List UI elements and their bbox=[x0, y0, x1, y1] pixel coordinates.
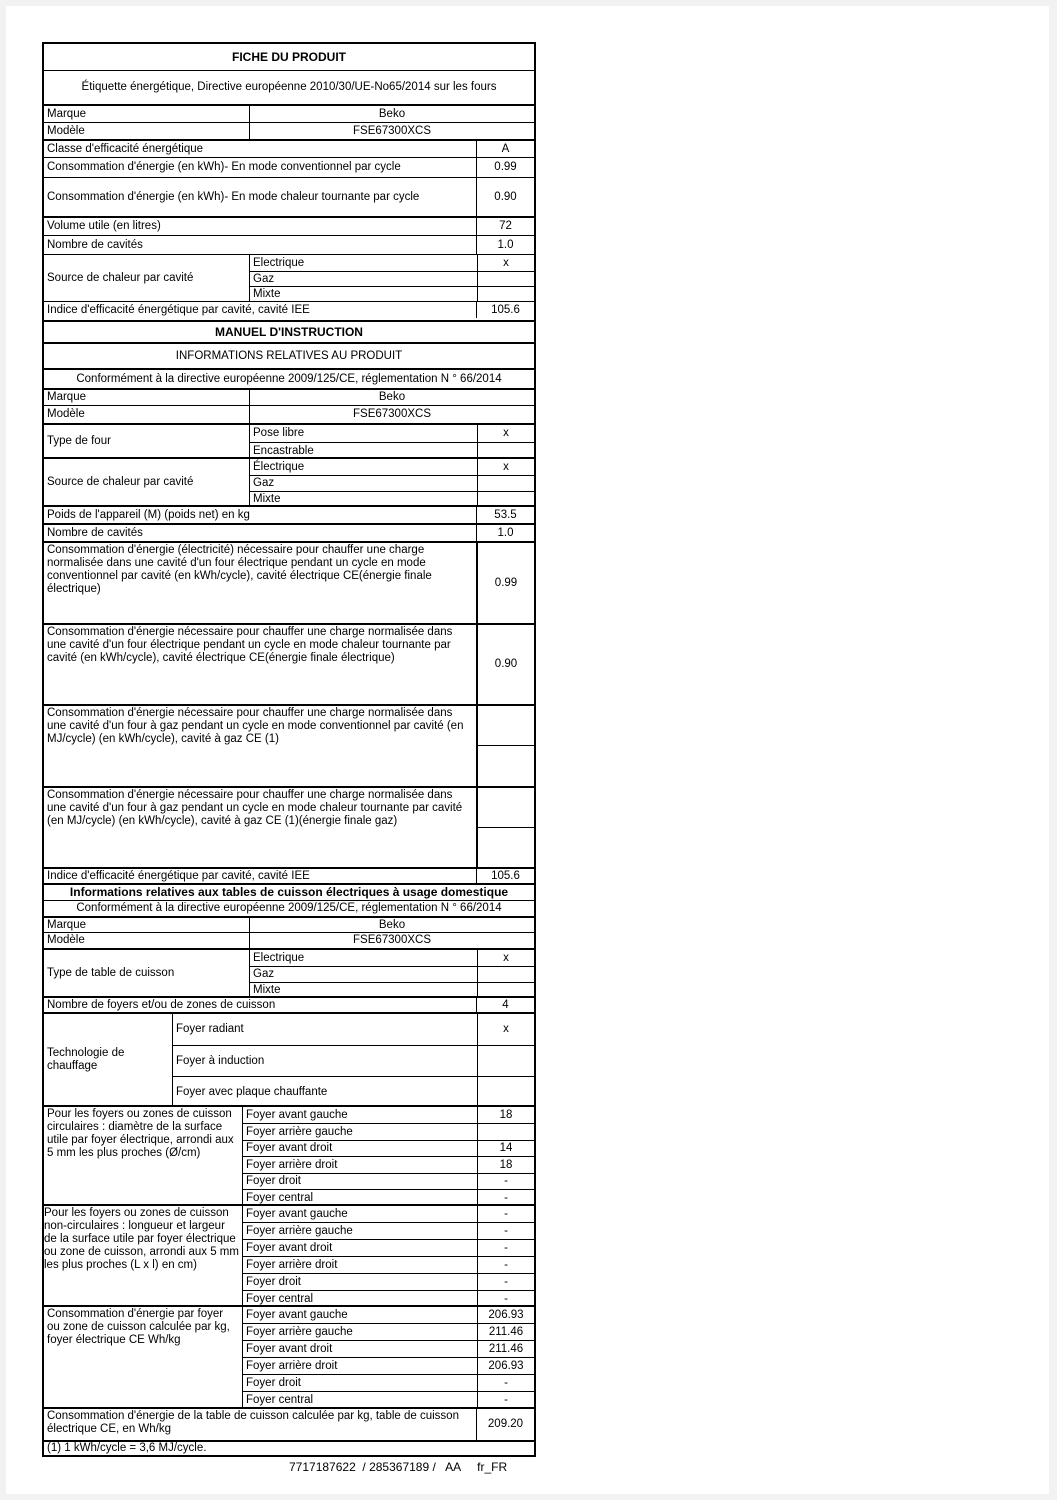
type-option-label: Pose libre bbox=[253, 427, 305, 439]
conso-row bbox=[243, 1340, 534, 1357]
iee-value: 105.6 bbox=[476, 302, 534, 318]
foyer-label: Foyer avant droit bbox=[246, 1241, 333, 1254]
noncirc-table bbox=[242, 1206, 534, 1305]
foyer-value: 18 bbox=[477, 1107, 534, 1123]
ce-gaz-tour-values bbox=[476, 788, 534, 867]
type-option-value bbox=[477, 983, 534, 996]
manuel-marque-row bbox=[44, 388, 534, 405]
noncirc-row bbox=[243, 1256, 534, 1273]
source-label: Source de chaleur par cavité bbox=[47, 271, 194, 284]
noncirc-row bbox=[243, 1290, 534, 1305]
foyer-value: 206.93 bbox=[477, 1358, 534, 1374]
foyer-value: - bbox=[477, 1206, 534, 1222]
techno-option-row bbox=[173, 1014, 534, 1045]
circ-row bbox=[243, 1189, 534, 1204]
conso-row bbox=[243, 1323, 534, 1340]
source-option-row bbox=[250, 459, 534, 475]
source-option-label: Gaz bbox=[253, 477, 275, 489]
foyer-label: Foyer arrière gauche bbox=[246, 1224, 353, 1237]
circ-row bbox=[243, 1140, 534, 1156]
conso-row bbox=[243, 1307, 534, 1323]
fiche-title-row bbox=[44, 44, 534, 70]
foyer-value: 211.46 bbox=[477, 1324, 534, 1340]
foyer-value: - bbox=[477, 1392, 534, 1407]
ce-elec-tour-label: Consommation d'énergie nécessaire pour chauffer une charge normalisée dans une cavité d'un four électrique pendant un cycle en mode chaleur tournante par cavité (en kWh/cycle), cavité électrique CE(énergie finale électrique) bbox=[47, 626, 453, 664]
manuel-cavites-row bbox=[44, 523, 534, 541]
manuel-title: MANUEL D'INSTRUCTION bbox=[215, 324, 363, 339]
marque-value: Beko bbox=[249, 390, 534, 405]
ce-gaz-tour-mj bbox=[478, 788, 534, 827]
techno-option-label: Foyer radiant bbox=[176, 1023, 244, 1035]
manuel-subtitle: INFORMATIONS RELATIVES AU PRODUIT bbox=[175, 349, 403, 362]
circ-label: Pour les foyers ou zones de cuisson circulaires : diamètre de la surface utile par foyer électrique, arrondi aux 5 mm les plus proches (Ø/cm) bbox=[47, 1108, 234, 1159]
modele-label: Modèle bbox=[47, 408, 85, 420]
tables-noncirc-row bbox=[44, 1204, 534, 1305]
tables-type-row bbox=[44, 948, 534, 996]
type-option-label: Gaz bbox=[253, 968, 275, 980]
volume-value: 72 bbox=[476, 218, 534, 235]
conso-foyer-label: Consommation d'énergie par foyer ou zone de cuisson calculée par kg, foyer électrique CE Wh/kg bbox=[47, 1308, 230, 1346]
tables-title-row bbox=[44, 883, 534, 900]
foyer-label: Foyer avant gauche bbox=[246, 1308, 348, 1321]
cavites-value: 1.0 bbox=[476, 236, 534, 254]
ce-elec-conv-label: Consommation d'énergie (électricité) nécessaire pour chauffer une charge normalisée dans une cavité d'un four électrique pendant un cycle en mode conventionnel par cavité (en kWh/cycle), cavité électrique CE(énergie finale électrique) bbox=[47, 544, 432, 595]
type-option-value: x bbox=[477, 950, 534, 966]
fiche-subtitle: Étiquette énergétique, Directive européenne 2010/30/UE-No65/2014 sur les fours bbox=[81, 81, 497, 93]
foyer-label: Foyer central bbox=[246, 1292, 314, 1305]
foyer-value bbox=[477, 1124, 534, 1140]
ce-gaz-conv-mj-value bbox=[478, 706, 534, 745]
foyer-label: Foyer droit bbox=[246, 1275, 301, 1288]
source-option-row bbox=[250, 475, 534, 491]
circ-table bbox=[242, 1107, 534, 1204]
foyer-label: Foyer avant droit bbox=[246, 1142, 333, 1154]
conso-row bbox=[243, 1391, 534, 1407]
type-option-row bbox=[250, 950, 534, 966]
source-option-row bbox=[250, 255, 534, 271]
type-option-row bbox=[250, 982, 534, 996]
source-option-label: Électrique bbox=[253, 460, 305, 473]
fiche-subtitle-row bbox=[44, 70, 534, 104]
source-options bbox=[249, 255, 534, 301]
type-option-label: Encastrable bbox=[253, 444, 314, 457]
note: (1) 1 kWh/cycle = 3,6 MJ/cycle. bbox=[47, 1442, 207, 1454]
product-sheet bbox=[42, 42, 536, 1457]
fiche-conso-conv-row bbox=[44, 157, 534, 177]
foyer-label: Foyer avant droit bbox=[246, 1342, 333, 1355]
manuel-source-row bbox=[44, 457, 534, 505]
fiche-cavites-row bbox=[44, 235, 534, 254]
type-four-label: Type de four bbox=[47, 434, 111, 447]
modele-label: Modèle bbox=[47, 934, 85, 946]
techno-option-label: Foyer à induction bbox=[176, 1054, 265, 1067]
conso-table bbox=[242, 1307, 534, 1407]
conso-row bbox=[243, 1374, 534, 1391]
source-option-value bbox=[477, 287, 534, 301]
foyer-value: - bbox=[477, 1240, 534, 1256]
ce-gaz-tour-mj-value bbox=[478, 788, 534, 827]
manuel-iee-row bbox=[44, 867, 534, 883]
ce-gaz-tour-label: Consommation d'énergie nécessaire pour chauffer une charge normalisée dans une cavité d'un four à gaz pendant un cycle en mode chaleur tournante par cavité (en MJ/cycle) (en kWh/cycle), cavité à gaz CE (1)(énergie finale gaz) bbox=[47, 789, 463, 827]
techno-option-value bbox=[477, 1046, 534, 1076]
foyer-value: - bbox=[477, 1174, 534, 1189]
source-option-label: Gaz bbox=[253, 272, 275, 285]
type-option-value bbox=[477, 967, 534, 982]
circ-row bbox=[243, 1156, 534, 1173]
fiche-conso-tour-row bbox=[44, 177, 534, 216]
type-four-options bbox=[249, 425, 534, 457]
tables-conformite: Conformément à la directive européenne 2009/125/CE, réglementation N ° 66/2014 bbox=[76, 902, 502, 914]
conso-conv-value: 0.99 bbox=[476, 158, 534, 177]
modele-value: FSE67300XCS bbox=[249, 123, 534, 139]
classe-label: Classe d'efficacité énergétique bbox=[47, 142, 204, 155]
source-option-value bbox=[477, 272, 534, 286]
classe-value: A bbox=[476, 141, 534, 157]
type-option-row bbox=[250, 442, 534, 457]
manuel-type-row bbox=[44, 423, 534, 457]
ce-gaz-conv-kwh-value bbox=[478, 746, 534, 786]
techno-options bbox=[172, 1014, 534, 1105]
foyer-label: Foyer arrière gauche bbox=[246, 1125, 353, 1138]
note-row bbox=[44, 1440, 534, 1455]
iee-label: Indice d'efficacité énergétique par cavité, cavité IEE bbox=[47, 303, 310, 316]
ce-gaz-conv-mj bbox=[478, 706, 534, 745]
noncirc-row bbox=[243, 1222, 534, 1239]
iee-value: 105.6 bbox=[476, 869, 534, 883]
noncirc-label: Pour les foyers ou zones de cuisson non-circulaires : longueur et largeur de la surface utile par foyer électrique ou zone de cuisson, arrondi aux 5 mm les plus proches (L x l) en cm) bbox=[44, 1207, 239, 1271]
marque-label: Marque bbox=[47, 107, 86, 120]
foyer-label: Foyer avant gauche bbox=[246, 1207, 348, 1220]
type-option-label: Electrique bbox=[253, 951, 305, 964]
fiche-modele-row bbox=[44, 122, 534, 139]
noncirc-row bbox=[243, 1206, 534, 1222]
techno-option-value: x bbox=[477, 1014, 534, 1045]
foyer-value: - bbox=[477, 1291, 534, 1305]
manuel-ce-gaz-tour-row bbox=[44, 786, 534, 867]
source-option-value bbox=[477, 476, 534, 491]
foyer-value: - bbox=[477, 1257, 534, 1273]
manuel-conformite: Conformément à la directive européenne 2009/125/CE, réglementation N ° 66/2014 bbox=[76, 372, 502, 385]
techno-label: Technologie de chauffage bbox=[47, 1047, 125, 1072]
circ-row bbox=[243, 1123, 534, 1140]
source-label: Source de chaleur par cavité bbox=[47, 475, 194, 488]
foyer-label: Foyer droit bbox=[246, 1376, 301, 1389]
circ-row bbox=[243, 1107, 534, 1123]
foyer-label: Foyer arrière droit bbox=[246, 1158, 338, 1171]
tables-techno-row bbox=[44, 1012, 534, 1105]
marque-value: Beko bbox=[249, 918, 534, 932]
ce-gaz-conv-values bbox=[476, 706, 534, 786]
poids-label: Poids de l'appareil (M) (poids net) en kg bbox=[47, 508, 250, 521]
foyer-label: Foyer arrière droit bbox=[246, 1258, 338, 1271]
iee-label: Indice d'efficacité énergétique par cavité, cavité IEE bbox=[47, 869, 310, 882]
source-option-row bbox=[250, 271, 534, 286]
techno-option-value bbox=[477, 1077, 534, 1105]
cavites-label: Nombre de cavités bbox=[47, 526, 143, 539]
foyer-label: Foyer arrière gauche bbox=[246, 1325, 353, 1338]
manuel-title-row bbox=[44, 320, 534, 342]
fiche-classe-row bbox=[44, 139, 534, 157]
techno-option-label: Foyer avec plaque chauffante bbox=[176, 1085, 328, 1098]
conso-row bbox=[243, 1357, 534, 1374]
foyer-value: 14 bbox=[477, 1141, 534, 1156]
foyer-value: 18 bbox=[477, 1157, 534, 1173]
foyer-label: Foyer central bbox=[246, 1191, 314, 1204]
tables-conformite-row bbox=[44, 900, 534, 916]
tables-circ-row bbox=[44, 1105, 534, 1204]
type-option-label: Mixte bbox=[253, 984, 281, 996]
manuel-modele-row bbox=[44, 405, 534, 423]
conso-total-value: 209.20 bbox=[476, 1409, 534, 1440]
type-option-row bbox=[250, 425, 534, 442]
manuel-ce-elec-conv-row bbox=[44, 541, 534, 623]
modele-value: FSE67300XCS bbox=[249, 406, 534, 423]
modele-value: FSE67300XCS bbox=[249, 933, 534, 948]
type-table-label: Type de table de cuisson bbox=[47, 966, 175, 979]
cavites-label: Nombre de cavités bbox=[47, 238, 143, 251]
foyer-value: - bbox=[477, 1274, 534, 1290]
manuel-conformite-row bbox=[44, 368, 534, 388]
foyer-label: Foyer arrière droit bbox=[246, 1359, 338, 1372]
ce-gaz-conv-label: Consommation d'énergie nécessaire pour chauffer une charge normalisée dans une cavité d'un four à gaz pendant un cycle en mode conventionnel par cavité (en MJ/cycle) (en kWh/cycle), cavité à gaz CE (1) bbox=[47, 707, 464, 745]
conso-total-label: Consommation d'énergie de la table de cuisson calculée par kg, table de cuisson électrique CE, en Wh/kg bbox=[47, 1410, 459, 1435]
fiche-source-row bbox=[44, 254, 534, 301]
fiche-title: FICHE DU PRODUIT bbox=[232, 49, 346, 64]
poids-value: 53.5 bbox=[476, 507, 534, 523]
marque-value: Beko bbox=[249, 106, 534, 122]
ce-gaz-conv-kwh bbox=[478, 745, 534, 786]
circ-row bbox=[243, 1173, 534, 1189]
source-option-label: Mixte bbox=[253, 288, 281, 300]
foyers-value: 4 bbox=[476, 998, 534, 1012]
conso-tour-label: Consommation d'énergie (en kWh)- En mode chaleur tournante par cycle bbox=[47, 190, 420, 203]
foyer-label: Foyer avant gauche bbox=[246, 1108, 348, 1121]
conso-tour-value: 0.90 bbox=[476, 178, 534, 216]
marque-label: Marque bbox=[47, 918, 86, 931]
foyer-label: Foyer droit bbox=[246, 1175, 301, 1187]
foyer-value: 211.46 bbox=[477, 1341, 534, 1357]
ce-elec-conv-value: 0.99 bbox=[476, 543, 534, 623]
manuel-ce-elec-tour-row bbox=[44, 623, 534, 704]
foyer-value: - bbox=[477, 1375, 534, 1391]
type-option-value bbox=[477, 443, 534, 457]
document-page bbox=[6, 6, 1049, 1494]
foyer-value: - bbox=[477, 1190, 534, 1204]
source-option-row bbox=[250, 286, 534, 301]
foyer-label: Foyer central bbox=[246, 1394, 314, 1406]
marque-label: Marque bbox=[47, 391, 86, 403]
modele-label: Modèle bbox=[47, 124, 85, 137]
foyers-label: Nombre de foyers et/ou de zones de cuisson bbox=[47, 998, 276, 1011]
source-option-value: x bbox=[477, 255, 534, 271]
tables-modele-row bbox=[44, 932, 534, 948]
manuel-poids-row bbox=[44, 505, 534, 523]
source-option-value bbox=[477, 492, 534, 505]
techno-option-row bbox=[173, 1076, 534, 1105]
tables-title: Informations relatives aux tables de cuisson électriques à usage domestique bbox=[69, 885, 509, 899]
volume-label: Volume utile (en litres) bbox=[47, 220, 161, 232]
manuel-subtitle-row bbox=[44, 342, 534, 368]
fiche-volume-row bbox=[44, 216, 534, 235]
ce-elec-tour-value: 0.90 bbox=[476, 625, 534, 704]
techno-option-row bbox=[173, 1045, 534, 1076]
manuel-ce-gaz-conv-row bbox=[44, 704, 534, 786]
fiche-iee-row bbox=[44, 301, 534, 318]
conso-conv-label: Consommation d'énergie (en kWh)- En mode conventionnel par cycle bbox=[47, 161, 401, 173]
foyer-value: - bbox=[477, 1223, 534, 1239]
ce-gaz-tour-kwh-value bbox=[478, 828, 534, 867]
document-reference: 7717187622 / 285367189 / AA fr_FR bbox=[289, 1460, 508, 1474]
noncirc-row bbox=[243, 1239, 534, 1256]
ce-gaz-tour-kwh bbox=[478, 827, 534, 867]
type-option-row bbox=[250, 966, 534, 982]
noncirc-row bbox=[243, 1273, 534, 1290]
type-option-value: x bbox=[477, 425, 534, 442]
source-option-row bbox=[250, 491, 534, 505]
tables-conso-row bbox=[44, 1305, 534, 1407]
foyer-value: 206.93 bbox=[477, 1307, 534, 1323]
fiche-marque-row bbox=[44, 104, 534, 122]
tables-total-row bbox=[44, 1407, 534, 1440]
source-option-value: x bbox=[477, 459, 534, 475]
tables-foyers-row bbox=[44, 996, 534, 1012]
cavites-value: 1.0 bbox=[476, 525, 534, 541]
source-options bbox=[249, 459, 534, 505]
type-table-options bbox=[249, 950, 534, 996]
tables-marque-row bbox=[44, 916, 534, 932]
source-option-label: Mixte bbox=[253, 493, 281, 505]
source-option-label: Electrique bbox=[253, 256, 305, 269]
